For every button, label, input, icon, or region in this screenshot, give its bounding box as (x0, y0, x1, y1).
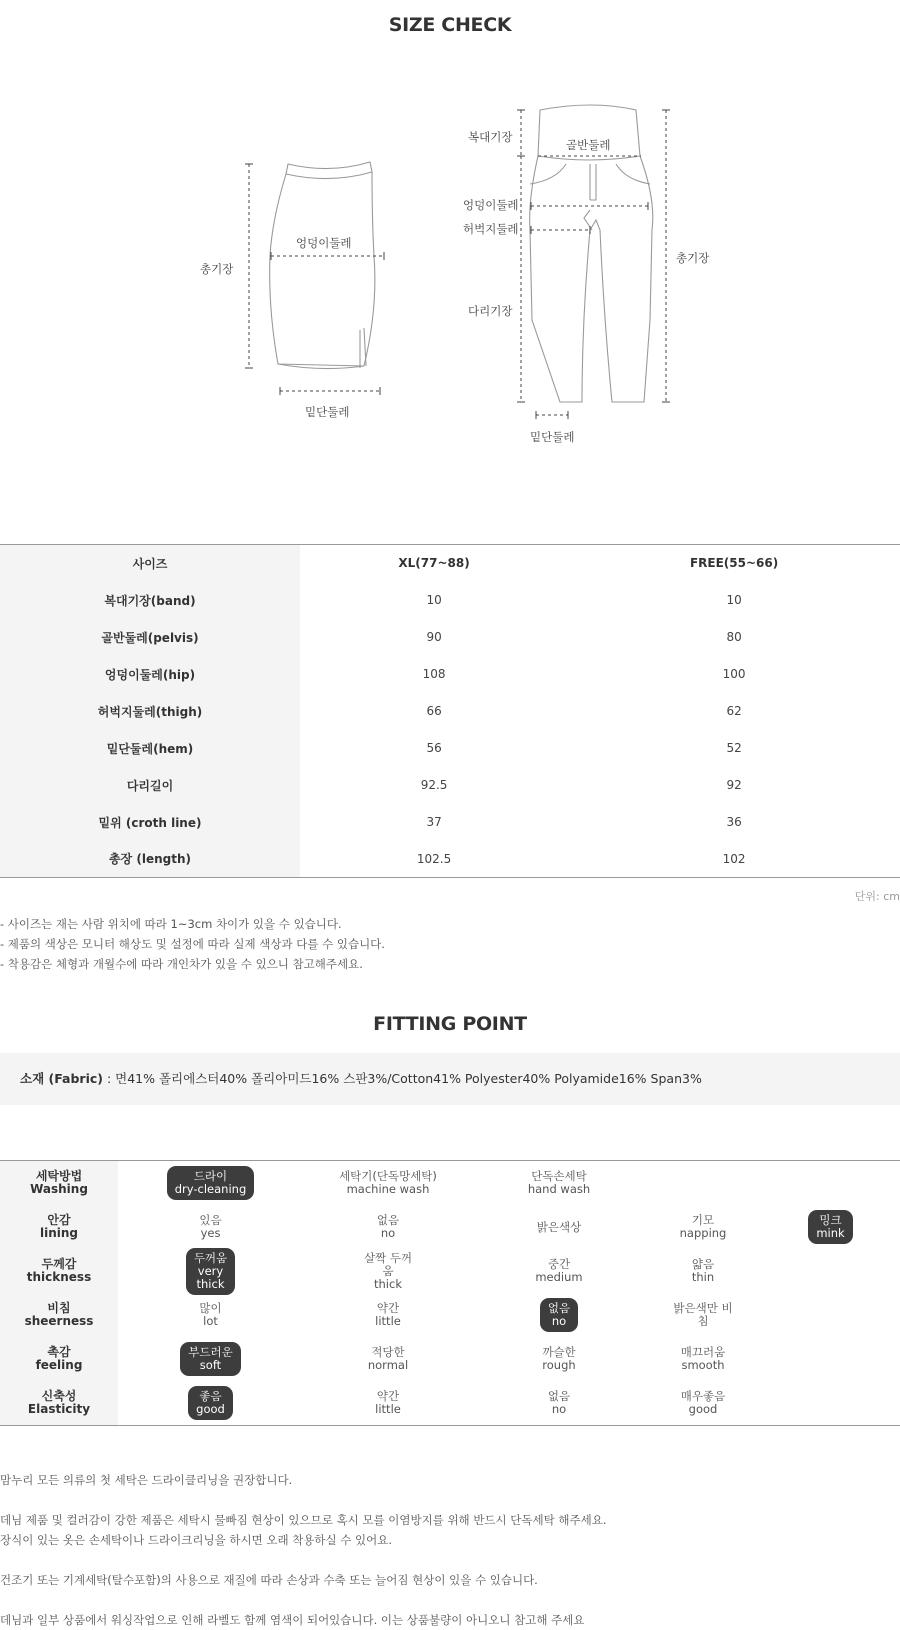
property-option-selected (186, 1248, 235, 1295)
size-check-title: SIZE CHECK (388, 14, 512, 36)
option-ko: 적당한 (371, 1345, 405, 1359)
option-en: medium (535, 1270, 583, 1284)
property-label-en: Elasticity (27, 1402, 91, 1416)
option-en: mink (816, 1226, 845, 1240)
row-value-xl: 90 (426, 630, 442, 644)
property-option (673, 1386, 733, 1420)
row-value-free: 100 (722, 667, 746, 681)
care-note (0, 1490, 606, 1510)
property-cell (303, 1205, 473, 1249)
table-row (0, 582, 900, 619)
property-cell (303, 1249, 473, 1293)
property-cell (118, 1161, 303, 1205)
size-header-label: 사이즈 (0, 545, 300, 582)
size-table-header (0, 545, 900, 582)
skirt-body (270, 172, 375, 366)
pants-hip-label: 엉덩이둘레 (463, 198, 519, 212)
option-ko: 없음 (547, 1389, 571, 1403)
size-note: - 제품의 색상은 모니터 해상도 및 설정에 따라 실제 색상과 다를 수 있습니다. (0, 937, 385, 951)
property-option (673, 1342, 733, 1376)
option-en: machine wash (346, 1182, 430, 1196)
row-value-xl: 102.5 (300, 841, 568, 878)
option-en: rough (542, 1358, 576, 1372)
property-cell (303, 1161, 473, 1205)
fabric-bar (0, 1053, 900, 1105)
property-row (0, 1161, 900, 1205)
row-label: 골반둘레(pelvis) (0, 619, 300, 656)
skirt-hem-label: 밑단둘레 (305, 405, 350, 419)
row-label: 엉덩이둘레(hip) (0, 656, 300, 693)
skirt-outline (286, 162, 372, 179)
property-cell (118, 1249, 303, 1293)
row-value-free: 62 (726, 704, 742, 718)
property-label (0, 1381, 118, 1425)
property-label-en: sheerness (24, 1314, 94, 1328)
property-option (369, 1210, 407, 1244)
property-cell (118, 1293, 303, 1337)
row-value-free: 92 (726, 778, 742, 792)
row-value-free: 80 (726, 630, 742, 644)
property-option (367, 1386, 409, 1420)
property-option-selected (540, 1298, 578, 1332)
option-en: no (380, 1226, 396, 1240)
row-value-xl: 108 (422, 667, 446, 681)
size-header-free: FREE(55~66) (568, 545, 900, 582)
property-option (529, 1217, 589, 1238)
property-option (331, 1166, 445, 1200)
row-label: 밑위 (croth line) (0, 804, 300, 841)
property-cell (473, 1381, 645, 1425)
property-option (665, 1298, 740, 1332)
size-note: - 사이즈는 재는 사람 위치에 따라 1~3cm 차이가 있을 수 있습니다. (0, 917, 342, 931)
property-cell (645, 1293, 761, 1337)
row-value-xl: 92.5 (420, 778, 448, 792)
property-option (527, 1254, 590, 1288)
property-row (0, 1205, 900, 1249)
property-label (0, 1337, 118, 1381)
row-value-free: 102 (568, 841, 900, 878)
option-en: little (375, 1314, 401, 1328)
option-ko: 약간 (376, 1389, 400, 1403)
option-en: good (688, 1402, 718, 1416)
option-ko: 드라이 (193, 1169, 228, 1183)
property-option-selected (188, 1386, 233, 1420)
option-ko: 기모 (691, 1213, 715, 1227)
option-ko: 부드러운 (188, 1345, 233, 1359)
fabric-label: 소재 (Fabric) (20, 1071, 103, 1086)
option-ko: 밝은색상 (536, 1219, 582, 1234)
table-row (0, 767, 900, 804)
option-ko: 두꺼움 (193, 1250, 228, 1265)
property-row (0, 1249, 900, 1293)
option-ko: 매끄러움 (680, 1345, 726, 1359)
property-option (356, 1248, 420, 1295)
care-note: 데님과 일부 상품에서 워싱작업으로 인해 라벨도 함께 염색이 되어있습니다. 이는 상품불량이 아니오니 참고해 주세요 (0, 1613, 585, 1627)
row-value-xl: 10 (426, 593, 442, 607)
property-cell (761, 1293, 900, 1337)
property-option-selected (180, 1342, 240, 1376)
option-en: hand wash (527, 1182, 591, 1196)
option-ko: 좋음 (199, 1389, 222, 1403)
property-cell (473, 1249, 645, 1293)
property-cell (761, 1381, 900, 1425)
property-cell (645, 1337, 761, 1381)
row-value-free: 52 (726, 741, 742, 755)
option-ko: 밍크 (819, 1213, 842, 1227)
option-ko: 없음 (376, 1213, 400, 1227)
fitting-point-title: FITTING POINT (373, 1013, 527, 1035)
property-row (0, 1337, 900, 1381)
property-cell (473, 1205, 645, 1249)
property-option-selected (167, 1166, 255, 1200)
property-label (0, 1205, 118, 1249)
property-cell (118, 1337, 303, 1381)
row-label: 다리길이 (0, 767, 300, 804)
property-option (191, 1210, 229, 1244)
option-en: good (196, 1402, 225, 1416)
row-value-free: 10 (726, 593, 742, 607)
pants-total-length-label: 총기장 (676, 251, 710, 265)
property-label-ko: 세탁방법 (35, 1169, 83, 1183)
property-label (0, 1293, 118, 1337)
option-ko: 세탁기(단독망세탁) (339, 1169, 437, 1183)
pants-band-label: 복대기장 (468, 130, 513, 144)
option-en: no (551, 1402, 567, 1416)
row-label: 허벅지둘레(thigh) (0, 693, 300, 730)
size-header-xl: XL(77~88) (300, 545, 568, 582)
option-ko: 있음 (199, 1213, 222, 1227)
property-option (534, 1342, 583, 1376)
row-label: 밑단둘레(hem) (0, 730, 300, 767)
option-ko: 얇음 (691, 1257, 715, 1271)
property-row (0, 1293, 900, 1337)
option-en: little (375, 1402, 401, 1416)
pants-pelvis-label: 골반둘레 (566, 138, 611, 152)
option-ko: 중간 (547, 1257, 571, 1271)
option-ko: 살짝 두꺼 움 (363, 1250, 413, 1278)
option-en: no (551, 1314, 567, 1328)
property-cell (303, 1293, 473, 1337)
option-en: thin (691, 1270, 715, 1284)
row-value-xl: 66 (426, 704, 442, 718)
property-option (191, 1298, 229, 1332)
property-cell (473, 1337, 645, 1381)
property-cell (645, 1381, 761, 1425)
option-en: soft (199, 1358, 222, 1372)
property-cell (645, 1161, 761, 1205)
row-label: 총장 (length) (0, 841, 300, 878)
property-option (367, 1298, 409, 1332)
property-cell (761, 1337, 900, 1381)
property-cell (303, 1381, 473, 1425)
table-row (0, 656, 900, 693)
table-row (0, 804, 900, 841)
property-cell (118, 1381, 303, 1425)
row-value-xl: 56 (426, 741, 442, 755)
option-en: thick (374, 1276, 402, 1291)
care-note (0, 1550, 606, 1570)
property-label-en: Washing (30, 1182, 88, 1196)
care-note: 데님 제품 및 컬러감이 강한 제품은 세탁시 물빠짐 현상이 있으므로 혹시 모를 이염방지를 위해 반드시 단독세탁 해주세요. (0, 1513, 607, 1527)
property-option (540, 1386, 578, 1420)
size-unit: 단위: cm (854, 890, 900, 903)
fitting-properties-table (0, 1160, 900, 1426)
size-note: - 착용감은 체형과 개월수에 따라 개인차가 있을 수 있으니 참고해주세요. (0, 957, 363, 971)
option-ko: 매우좋음 (680, 1389, 726, 1403)
table-row (0, 693, 900, 730)
pants-leg-label: 다리기장 (468, 304, 513, 318)
option-en: lot (203, 1314, 218, 1328)
option-en: yes (200, 1226, 221, 1240)
property-option (520, 1166, 598, 1200)
care-note: 장식이 있는 옷은 손세탁이나 드라이크리닝을 하시면 오래 착용하실 수 있어요. (0, 1533, 393, 1547)
skirt-total-length-label: 총기장 (200, 262, 234, 276)
care-note: 건조기 또는 기계세탁(탈수포함)의 사용으로 재질에 따라 손상과 수축 또는 늘어짐 현상이 있을 수 있습니다. (0, 1573, 538, 1587)
property-label-ko: 안감 (47, 1213, 71, 1227)
care-notes (0, 1470, 606, 1630)
property-row (0, 1381, 900, 1425)
care-note (0, 1590, 606, 1610)
row-value-free: 36 (726, 815, 742, 829)
pants-hem-label: 밑단둘레 (530, 430, 575, 444)
property-cell (645, 1249, 761, 1293)
option-ko: 단독손세탁 (531, 1169, 587, 1183)
table-row (0, 841, 900, 878)
property-label-en: thickness (26, 1270, 92, 1284)
option-en: napping (679, 1226, 727, 1240)
option-en: very thick (196, 1263, 225, 1291)
property-cell (761, 1205, 900, 1249)
option-ko: 까슬한 (542, 1345, 576, 1359)
property-cell (473, 1293, 645, 1337)
property-option-selected (808, 1210, 852, 1244)
property-cell (645, 1205, 761, 1249)
option-en: dry-cleaning (174, 1182, 247, 1196)
fabric-value: : 면41% 폴리에스터40% 폴리아미드16% 스판3%/Cotton41% Polyester40% Polyamide16% Span3% (102, 1071, 702, 1086)
property-cell (473, 1161, 645, 1205)
property-cell (118, 1205, 303, 1249)
care-note: 맘누리 모든 의류의 첫 세탁은 드라이클리닝을 권장합니다. (0, 1473, 293, 1487)
property-cell (303, 1337, 473, 1381)
row-label: 복대기장(band) (0, 582, 300, 619)
skirt-hip-label: 엉덩이둘레 (296, 236, 352, 250)
property-label (0, 1161, 118, 1205)
option-ko: 많이 (199, 1301, 222, 1315)
property-label-ko: 비침 (47, 1301, 71, 1315)
option-en: smooth (681, 1358, 725, 1372)
size-diagrams (0, 60, 900, 480)
property-cell (761, 1249, 900, 1293)
option-en: normal (367, 1358, 409, 1372)
property-label-ko: 신축성 (41, 1389, 77, 1403)
option-ko: 약간 (376, 1301, 400, 1315)
option-ko: 밝은색만 비 침 (673, 1301, 733, 1328)
size-table (0, 544, 900, 878)
pants-body (530, 156, 653, 402)
property-label-ko: 두께감 (41, 1257, 77, 1271)
property-label-en: lining (39, 1226, 78, 1240)
size-diagram-svg (0, 60, 900, 480)
property-option (360, 1342, 416, 1376)
table-row (0, 730, 900, 767)
option-ko: 없음 (547, 1301, 571, 1315)
property-label-en: feeling (35, 1358, 83, 1372)
property-option (672, 1210, 735, 1244)
size-notes (0, 914, 385, 974)
pants-thigh-label: 허벅지둘레 (463, 222, 519, 236)
property-cell (761, 1161, 900, 1205)
property-label (0, 1249, 118, 1293)
table-row (0, 619, 900, 656)
property-label-ko: 촉감 (47, 1345, 71, 1359)
row-value-xl: 37 (426, 815, 442, 829)
property-option (684, 1254, 722, 1288)
